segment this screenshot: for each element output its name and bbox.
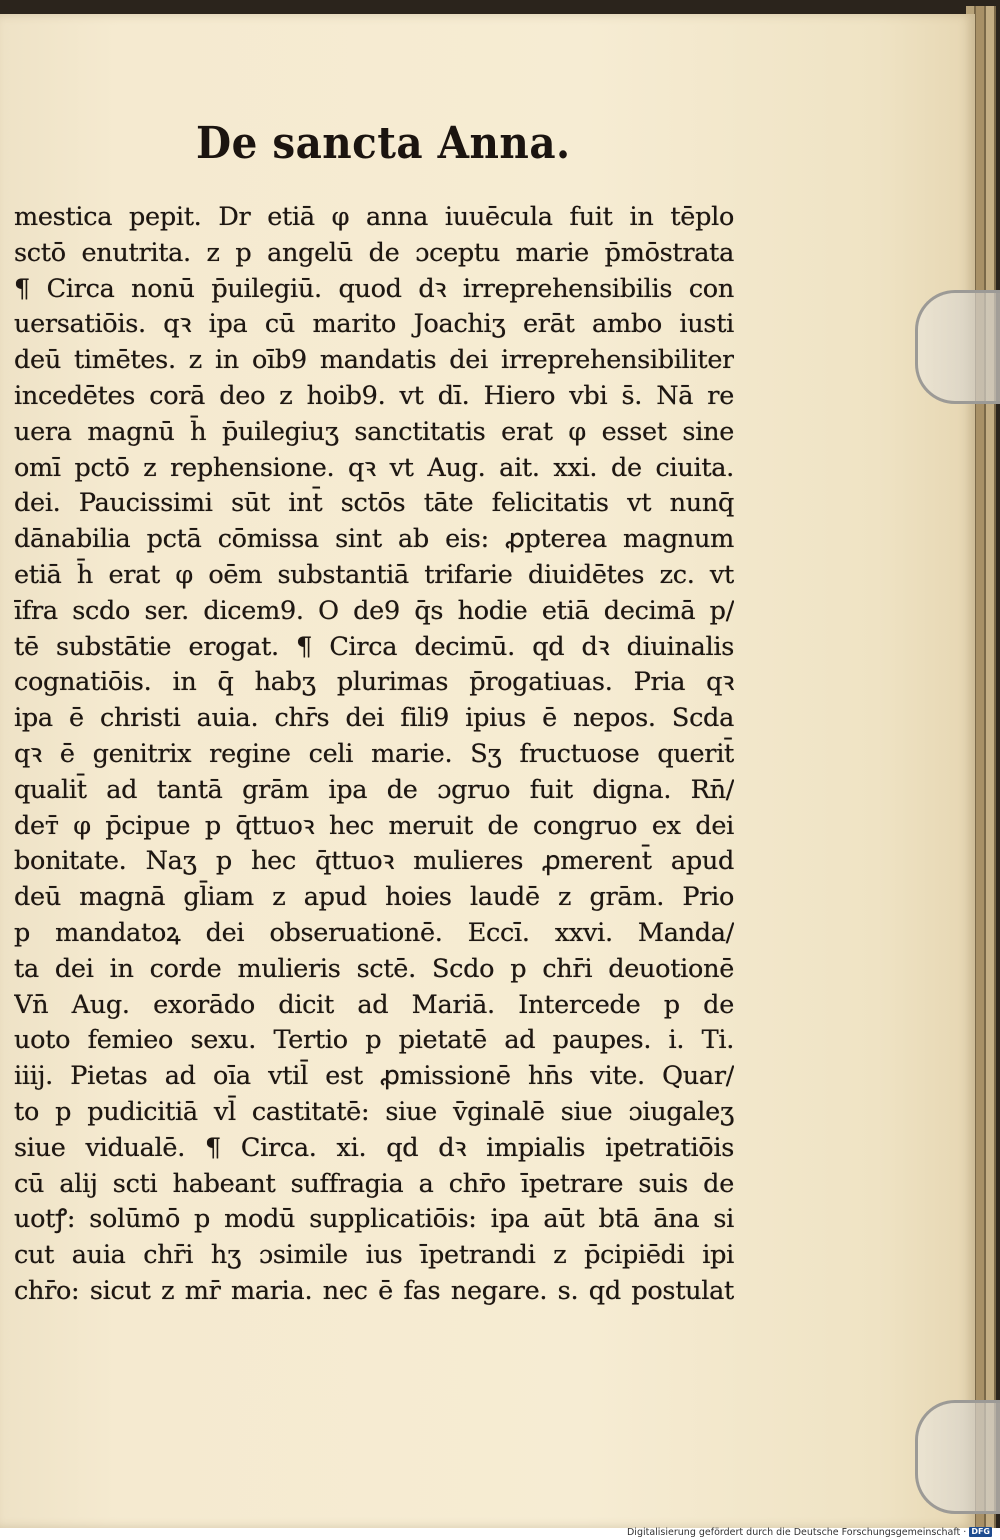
text-line: uersatiōis. qꝛ ipa cū marito Joachiʒ erāt ambo iusti [14,309,734,340]
text-line: dei. Paucissimi sūt int̄ sctōs tāte felicitatis vt nunq̄ [14,488,734,519]
dfg-logo-icon: DFG [971,1527,990,1536]
text-line: dет̄ φ p̄cipue p q̄ttuoꝛ hec meruit de congruo ex dei [14,810,734,841]
text-line: uera magnū h̄ p̄uilegiuʒ sanctitatis erat φ esset sine [14,416,734,447]
book-page-edge [986,6,996,1528]
text-line: mestica pepit. Dr etiā φ anna iuuēcula fuit in tēplo [14,202,734,232]
text-line: uoto femieo sexu. Tertio p pietatē ad paupes. i. Ti. [14,1025,734,1056]
text-line: p mandatoꝝ dei obseruationē. Eccī. xxvi. Manda/ [14,917,734,948]
text-line: cognatiōis. in q̄ habʒ plurimas p̄rogatiuas. Pria qꝛ [14,667,734,698]
text-line: ipa ē christi auia. chr̄s dei fili9 ipius ē nepos. Scda [14,703,734,734]
text-block [14,200,734,1310]
page-heading: De sancta Anna. [196,118,571,169]
text-line: chr̄o: sicut z mr̄ maria. nec ē fas negare. s. qd postulat [14,1275,734,1306]
text-line: siue vidualē. ¶ Circa. xi. qd dꝛ impialis ipetratiōis [14,1132,734,1163]
footer-credit-text: Digitalisierung gefördert durch die Deutsche Forschungsgemeinschaft · [626,1526,967,1538]
text-line: omī pctō z rephensione. qꝛ vt Aug. ait. xxi. de ciuita. [14,452,734,483]
digitization-footer [627,1526,992,1538]
text-line: etiā h̄ erat φ oēm substantiā trifarie diuidētes zc. vt [14,559,734,590]
page-clasp-bottom [915,1400,1000,1514]
text-line: uotꝭ: solūmō p modū supplicatiōis: ipa aūt btā āna si [14,1204,734,1235]
text-line: ¶ Circa nonū p̄uilegiū. quod dꝛ irreprehensibilis con [14,273,734,304]
page-clasp-top [915,290,1000,404]
text-line: incedētes corā deo z hoib9. vt dī. Hiero vbi s̄. Nā re [14,380,734,411]
text-line: sctō enutrita. z p angelū de ɔceptu marie p̄mōstrata [14,237,734,268]
text-line: qꝛ ē genitrix regine celi marie. Sʒ fructuose querit̄ [14,738,734,769]
text-line: ta dei in corde mulieris sctē. Scdo p chr̄i deuotionē [14,953,734,984]
text-line: deū magnā gl̄iam z apud hoies laudē z grām. Prio [14,882,734,913]
text-line: Vn̄ Aug. exorādo dicit ad Mariā. Intercede p de [14,989,734,1020]
text-line: īfra scdo ser. dicem9. O de9 q̄s hodie etiā decimā p/ [14,595,734,626]
text-line: dānabilia pctā cōmissa sint ab eis: ꝓpterea magnum [14,524,734,555]
text-line: iiij. Pietas ad oīa vtil̄ est ꝓmissionē hn̄s vite. Quar/ [14,1061,734,1092]
text-line: cut auia chr̄i hʒ ɔsimile ius īpetrandi z p̄cipiēdi ipi [14,1240,734,1271]
text-line: to p pudicitiā vl̄ castitatē: siue v̄ginalē siue ɔiugaleʒ [14,1096,734,1127]
text-line: cū alij scti habeant suffragia a chr̄o īpetrare suis de [14,1168,734,1199]
book-page [0,14,975,1528]
text-line: tē substātie erogat. ¶ Circa decimū. qd dꝛ diuinalis [14,631,734,662]
text-line: bonitate. Naʒ p hec q̄ttuoꝛ mulieres ꝓmerent̄ apud [14,846,734,877]
book-page-edge [976,6,986,1528]
text-line: deū timētes. z in oīb9 mandatis dei irreprehensibiliter [14,345,734,376]
text-line: qualit̄ ad tantā grām ipa de ɔgruo fuit digna. Rn̄/ [14,774,734,805]
